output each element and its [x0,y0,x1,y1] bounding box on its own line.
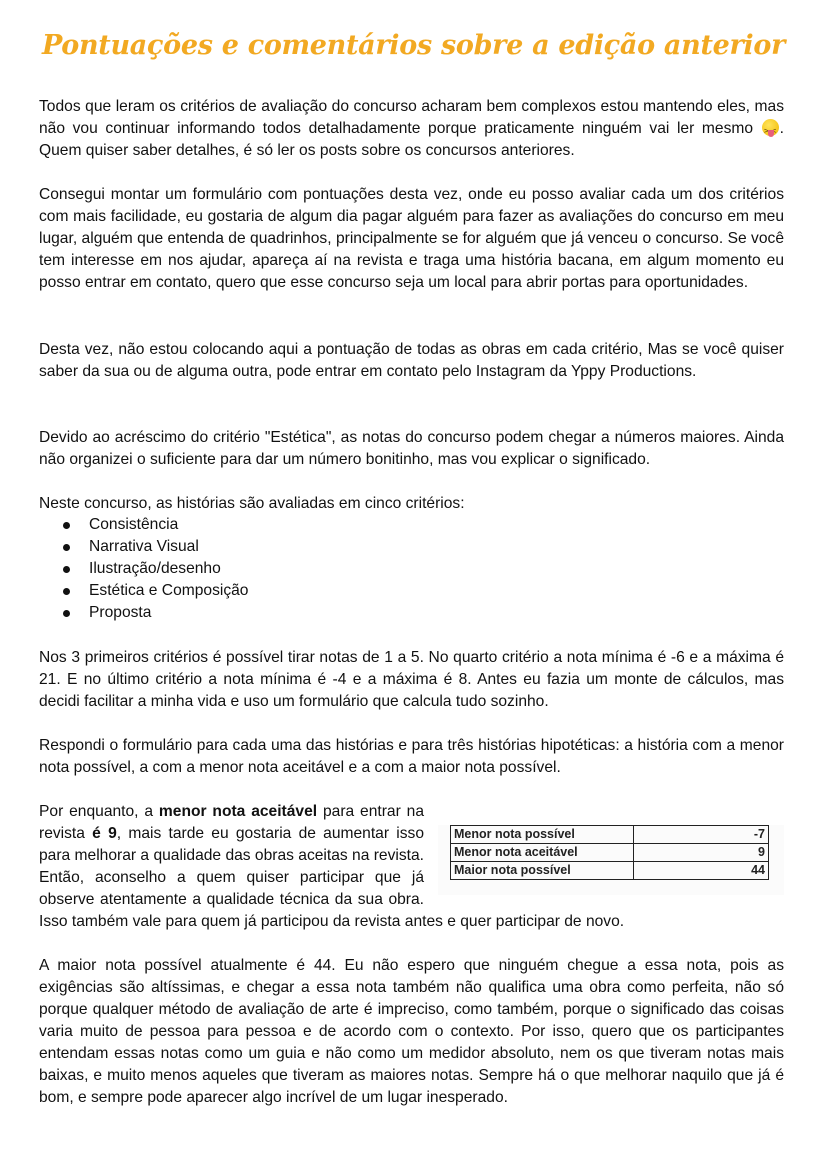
bullet-icon [63,610,70,617]
paragraph-hypothetical: Respondi o formulário para cada uma das histórias e para três histórias hipotéticas: a história com a menor nota possível, a com a menor nota aceitável e a com a maior nota possível. [39,737,784,776]
bullet-icon [63,544,70,551]
page-title: Pontuações e comentários sobre a edição anterior [41,30,786,61]
score-table-image [438,825,784,895]
paragraph-score-ranges: Nos 3 primeiros critérios é possível tirar notas de 1 a 5. No quarto critério a nota mínima é -6 e a máxima é 21. E no último critério a nota mínima é -4 e a máxima é 8. Antes eu fazia um monte de cálculos, mas decidi facilitar a minha vida e uso um formulário que calcula tudo sozinho. [39,649,784,710]
criteria-item: Narrativa Visual [39,536,248,558]
criteria-item: Estética e Composição [39,580,248,602]
table-cell-label: Menor nota aceitável [451,844,634,862]
paragraph-intro-text-end: . Quem quiser saber detalhes, é só ler os posts sobre os concursos anteriores. [39,120,784,159]
paragraph-intro [39,96,784,162]
score-table [450,825,769,880]
emphasis-score-9: é 9 [92,825,117,842]
table-row [451,862,769,880]
paragraph-max-score: A maior nota possível atualmente é 44. Eu não espero que ninguém chegue a essa nota, pois as exigências são altíssimas, e chegar a essa nota também não qualifica uma obra como perfeita, não só porque qualquer método de avaliação de arte é impreciso, como também, porque o significado das coisas varia muito de pessoa para pessoa e de acordo com o contexto. Por isso, quero que os participantes entendam essas notas como um guia e não como um medidor absoluto, nem os que tiveram notas mais baixas, e muito menos aqueles que tiveram as maiores notas. Sempre há o que melhorar naquilo que já é bom, e sempre pode aparecer algo incrível de um lugar inesperado. [39,957,784,1106]
table-cell-label: Maior nota possível [451,862,634,880]
table-row [451,826,769,844]
paragraph-minimum-score: Menor nota possível -7 Menor nota aceitável 9 Maior nota possível 44 Por enquanto, a menor nota aceitável para entrar na revista é 9, mais tarde eu gostaria de aumentar isso para melhorar a qualidade das obras aceitas na revista. Então, aconselho a quem quiser participar que já observe atentamente a qualidade técnica da sua obra. Isso também vale para quem já participou da revista antes e quer participar de novo. [39,801,784,933]
bullet-icon [63,566,70,573]
paragraph-aesthetics: Devido ao acréscimo do critério "Estética", as notas do concurso podem chegar a números maiores. Ainda não organizei o suficiente para dar um número bonitinho, mas vou explicar o significado. [39,429,784,468]
criteria-item: Ilustração/desenho [39,558,248,580]
criteria-list [39,514,248,624]
criteria-item: Proposta [39,602,248,624]
bullet-icon [63,588,70,595]
table-cell-value: 44 [634,862,769,880]
squinting-face-with-tongue-icon [762,119,779,136]
paragraph-form: Consegui montar um formulário com pontuações desta vez, onde eu posso avaliar cada um dos critérios com mais facilidade, eu gostaria de algum dia pagar alguém para fazer as avaliações do concurso em meu lugar, alguém que entenda de quadrinhos, principalmente se for alguém que já venceu o concurso. Se você tem interesse em nos ajudar, apareça aí na revista e traga uma história bacana, em algum momento eu posso entrar em contato, quero que esse concurso seja um local para abrir portas para oportunidades. [39,186,784,291]
paragraph-criteria-intro: Neste concurso, as histórias são avaliadas em cinco critérios: [39,495,465,512]
table-cell-label: Menor nota possível [451,826,634,844]
paragraph-scores-info: Desta vez, não estou colocando aqui a pontuação de todas as obras em cada critério, Mas se você quiser saber da sua ou de alguma outra, pode entrar em contato pelo Instagram da Yppy Productions. [39,341,784,380]
table-cell-value: -7 [634,826,769,844]
emphasis-min-acceptable: menor nota aceitável [158,803,318,820]
bullet-icon [63,522,70,529]
paragraph-intro-text: Todos que leram os critérios de avaliação do concurso acharam bem complexos estou mantendo eles, mas não vou continuar informando todos detalhadamente porque praticamente ninguém vai ler mesmo [39,98,784,137]
table-row [451,844,769,862]
criteria-item: Consistência [39,514,248,536]
table-cell-value: 9 [634,844,769,862]
